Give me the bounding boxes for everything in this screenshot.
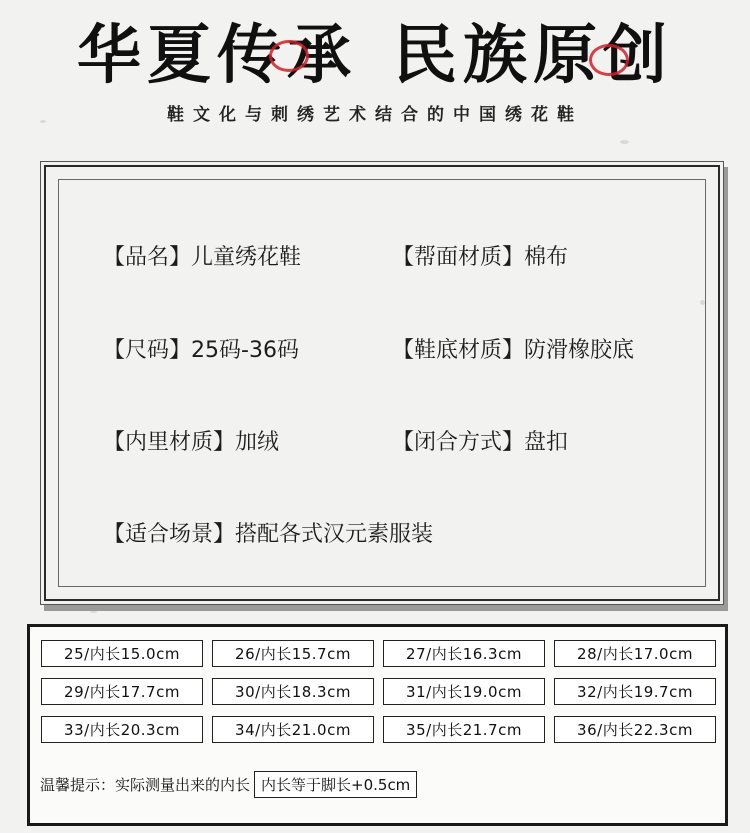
spec-label: 【品名】 [103,245,192,270]
title-row [0,10,750,93]
size-cell: 26/内长15.7cm [212,640,374,667]
spec-value: 防滑橡胶底 [524,338,635,363]
spec-closure [392,425,568,456]
spec-label: 【帮面材质】 [392,245,525,270]
spec-label: 【内里材质】 [103,430,236,455]
spec-label: 【适合场景】 [103,522,236,547]
spec-value: 25码-36码 [191,338,299,363]
size-cell: 32/内长19.7cm [554,678,716,705]
spec-value: 搭配各式汉元素服装 [235,522,434,547]
spec-size [103,333,299,364]
size-cell: 29/内长17.7cm [41,678,203,705]
size-cell: 35/内长21.7cm [383,716,545,743]
red-seal-mark [269,40,309,72]
size-cell: 34/内长21.0cm [212,716,374,743]
spec-value: 盘扣 [524,430,569,455]
spec-upper-material [392,240,568,271]
size-cell: 33/内长20.3cm [41,716,203,743]
red-seal-mark [589,44,629,76]
size-chart [27,624,728,826]
spec-sole-material [392,333,634,364]
size-grid [41,640,713,743]
size-cell: 25/内长15.0cm [41,640,203,667]
spec-lining-material [103,425,279,456]
spec-label: 【鞋底材质】 [392,338,525,363]
paper-texture-speck [90,610,97,613]
spec-value: 儿童绣花鞋 [191,245,302,270]
title-right [393,4,673,96]
title-left-text: 华夏传承 [77,18,357,93]
spec-label: 【闭合方式】 [392,430,525,455]
paper-texture-speck [620,140,629,144]
size-note [40,770,417,798]
size-cell: 36/内长22.3cm [554,716,716,743]
spec-product-name [103,240,301,271]
title-left [77,4,357,96]
size-cell: 28/内长17.0cm [554,640,716,667]
spec-label: 【尺码】 [103,338,192,363]
size-cell: 31/内长19.0cm [383,678,545,705]
spec-value: 加绒 [235,430,280,455]
size-note-label: 温馨提示：实际测量出来的内长 [40,775,251,794]
spec-occasion [103,517,433,548]
subtitle: 鞋文化与刺绣艺术结合的中国绣花鞋 [167,105,583,125]
size-cell: 27/内长16.3cm [383,640,545,667]
title-right-text: 民族原创 [393,18,673,93]
spec-value: 棉布 [524,245,569,270]
size-cell: 30/内长18.3cm [212,678,374,705]
size-note-highlight: 内长等于脚长+0.5cm [254,771,417,798]
